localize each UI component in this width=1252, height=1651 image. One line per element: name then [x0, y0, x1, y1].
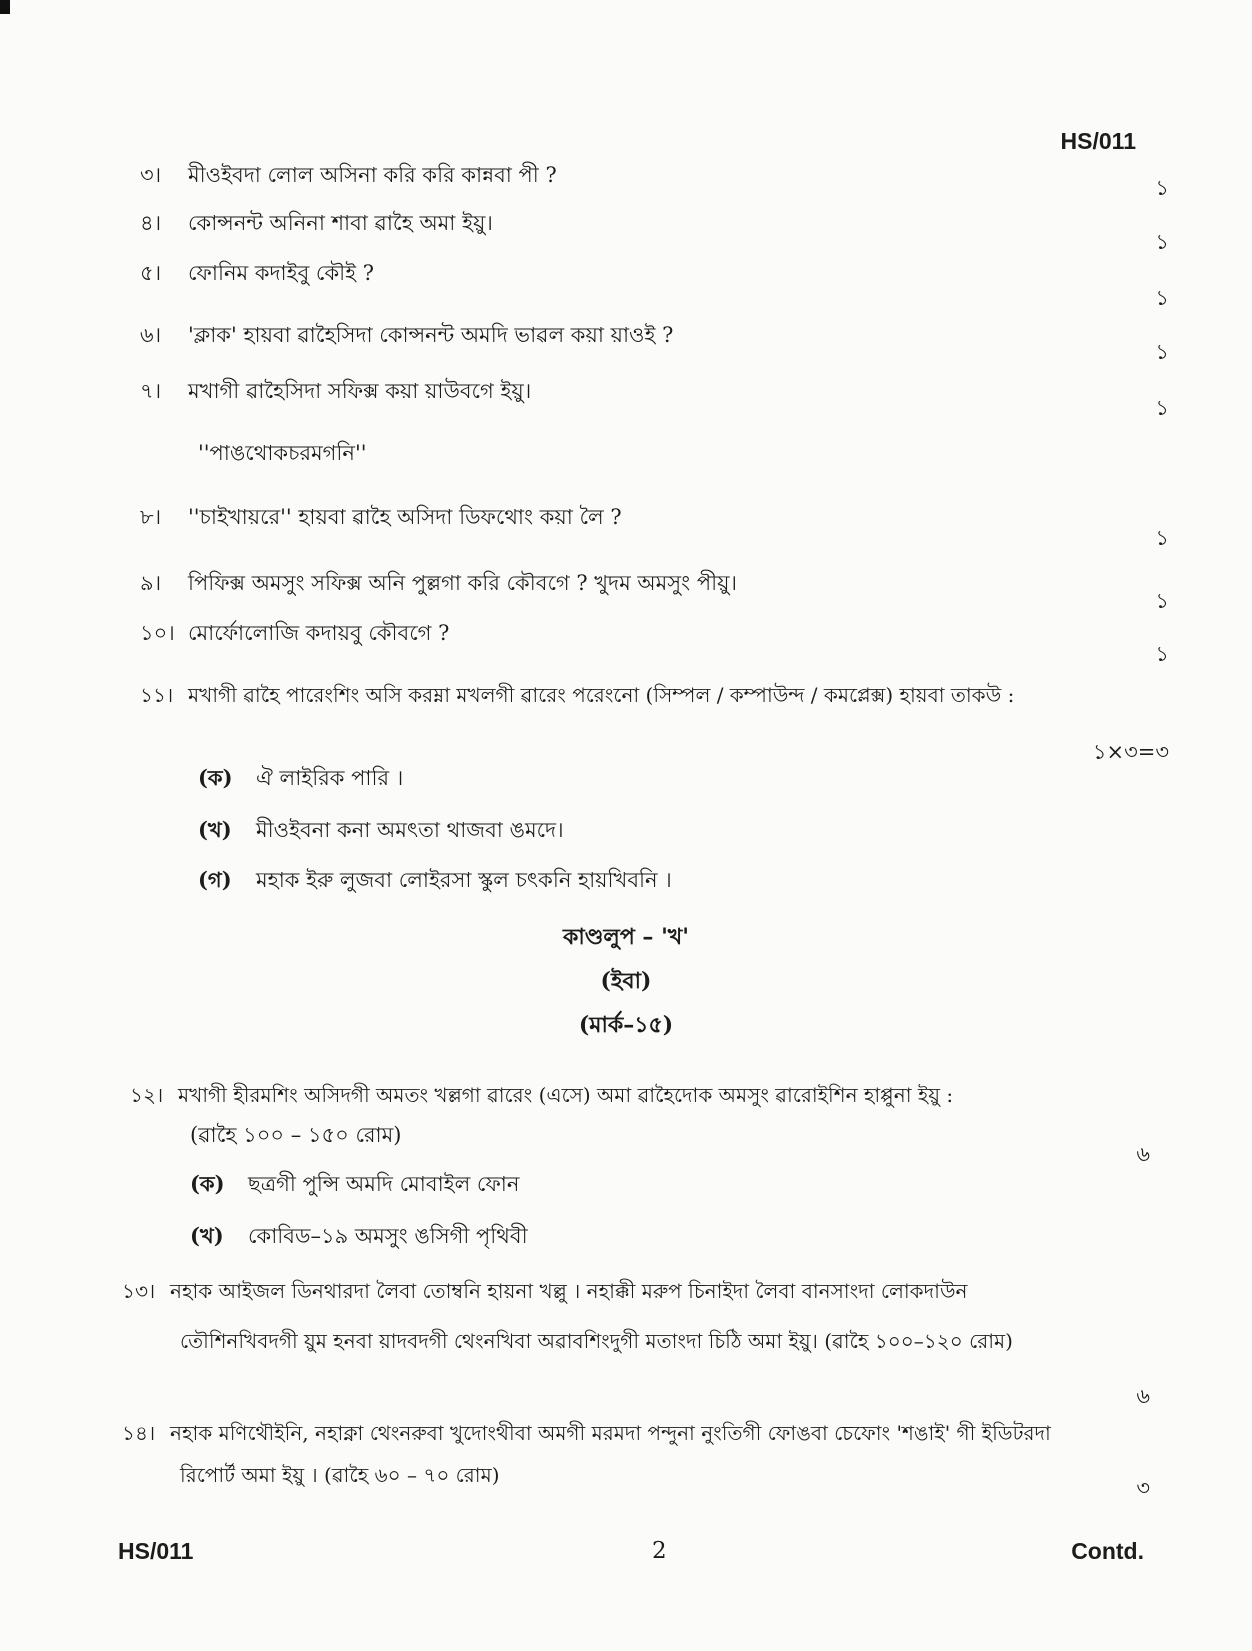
question-12-mark: ৬: [1136, 1142, 1150, 1166]
header-paper-code: HS/011: [1060, 128, 1136, 154]
section-subtitle: (ইবা): [600, 968, 652, 994]
question-12: ১২। মখাগী হীরমশিং অসিদগী অমতং খল্লগা ৱারেং (এসে) অমা ৱাহৈদোক অমসুং ৱারোইশিন হাপ্পুনা ইয়ু :: [130, 1083, 954, 1107]
section-marks: (মার্ক–১৫): [578, 1012, 674, 1038]
question-7: ৭। মখাগী ৱাহৈসিদা সফিক্স কয়া য়াউবগে ইয়ু।: [140, 379, 532, 403]
question-13-line-2: তৌশিনখিবদগী য়ুম হনবা য়াদবদগী থেংনখিবা অৱাবশিংদুগী মতাংদা চিঠি অমা ইয়ু। (ৱাহৈ ১০০–১২০ রোম): [180, 1329, 1013, 1353]
question-9: ৯। পিফিক্স অমসুং সফিক্স অনি পুল্লগা করি কৌবগে ? খুদম অমসুং পীয়ু।: [140, 571, 737, 595]
question-12-sub-a: (ক) ছত্রগী পুন্সি অমদি মোবাইল ফোন: [190, 1171, 520, 1196]
question-6-mark: ১: [1155, 340, 1169, 364]
question-14-mark: ৩: [1136, 1476, 1150, 1500]
question-7-mark: ১: [1155, 396, 1169, 420]
section-title: কাণ্ডলুপ – 'খ': [563, 924, 689, 950]
question-9-mark: ১: [1155, 589, 1169, 613]
question-11-sub-a: (ক) ঐ লাইরিক পারি ।: [198, 765, 404, 790]
question-11-mark: ১×৩=৩: [1092, 740, 1169, 764]
question-13: ১৩। নহাক আইজল ডিনথারদা লৈবা তোম্বনি হায়না খল্লু । নহাক্কী মরুপ চিনাইদা লৈবা বানসাংদা লোকদাউন: [122, 1279, 968, 1303]
question-14: ১৪। নহাক মণিথৌইনি, নহাক্না থেংনরুবা খুদোংথীবা অমগী মরমদা পন্দুনা নুংতিগী ফোঙবা চেফোং 'শঙাই' গী ইডিটরদা: [122, 1421, 1051, 1445]
question-5-mark: ১: [1155, 286, 1169, 310]
question-12-word-limit: (ৱাহৈ ১০০ – ১৫০ রোম): [190, 1123, 402, 1147]
question-8-mark: ১: [1155, 526, 1169, 550]
question-11-sub-c: (গ) মহাক ইরু লুজবা লোইরসা স্কুল চৎকনি হায়খিবনি ।: [198, 867, 672, 892]
question-7-word: ''পাঙথোকচরমগনি'': [198, 441, 367, 465]
question-11-sub-b: (খ) মীওইবনা কনা অমৎতা থাজবা ঙমদে।: [198, 817, 564, 842]
question-12-sub-b: (খ) কোবিড–১৯ অমসুং ঙসিগী পৃথিবী: [190, 1223, 528, 1248]
question-13-mark: ৬: [1136, 1384, 1150, 1408]
footer-paper-code: HS/011: [118, 1538, 194, 1564]
footer-page-number: 2: [652, 1538, 667, 1564]
question-14-line-2: রিপোর্ট অমা ইয়ু । (ৱাহৈ ৬০ – ৭০ রোম): [180, 1463, 500, 1487]
question-4: ৪। কোন্সনন্ট অনিনা শাবা ৱাহৈ অমা ইয়ু।: [140, 211, 493, 235]
question-6: ৬। 'ক্লাক' হায়বা ৱাহৈসিদা কোন্সনন্ট অমদি ভাৱল কয়া য়াওই ?: [140, 323, 674, 347]
scan-corner-mark: [0, 0, 10, 14]
question-10-mark: ১: [1155, 642, 1169, 666]
question-5: ৫। ফোনিম কদাইবু কৌই ?: [140, 261, 375, 285]
question-3-mark: ১: [1155, 176, 1169, 200]
question-3: ৩। মীওইবদা লোল অসিনা করি করি কান্নবা পী ?: [140, 163, 557, 187]
question-10: ১০। মোর্ফোলোজি কদায়বু কৌবগে ?: [140, 621, 450, 645]
question-11: ১১। মখাগী ৱাহৈ পারেংশিং অসি করম্না মখলগী ৱারেং পরেংনো (সিম্পল / কম্পাউন্দ / কমপ্লেক্স) হায়বা তাকউ :: [140, 683, 1015, 707]
question-4-mark: ১: [1155, 230, 1169, 254]
question-8: ৮। ''চাইখায়রে'' হায়বা ৱাহৈ অসিদা ডিফথোং কয়া লৈ ?: [140, 505, 622, 529]
footer-continued: Contd.: [1071, 1538, 1144, 1564]
